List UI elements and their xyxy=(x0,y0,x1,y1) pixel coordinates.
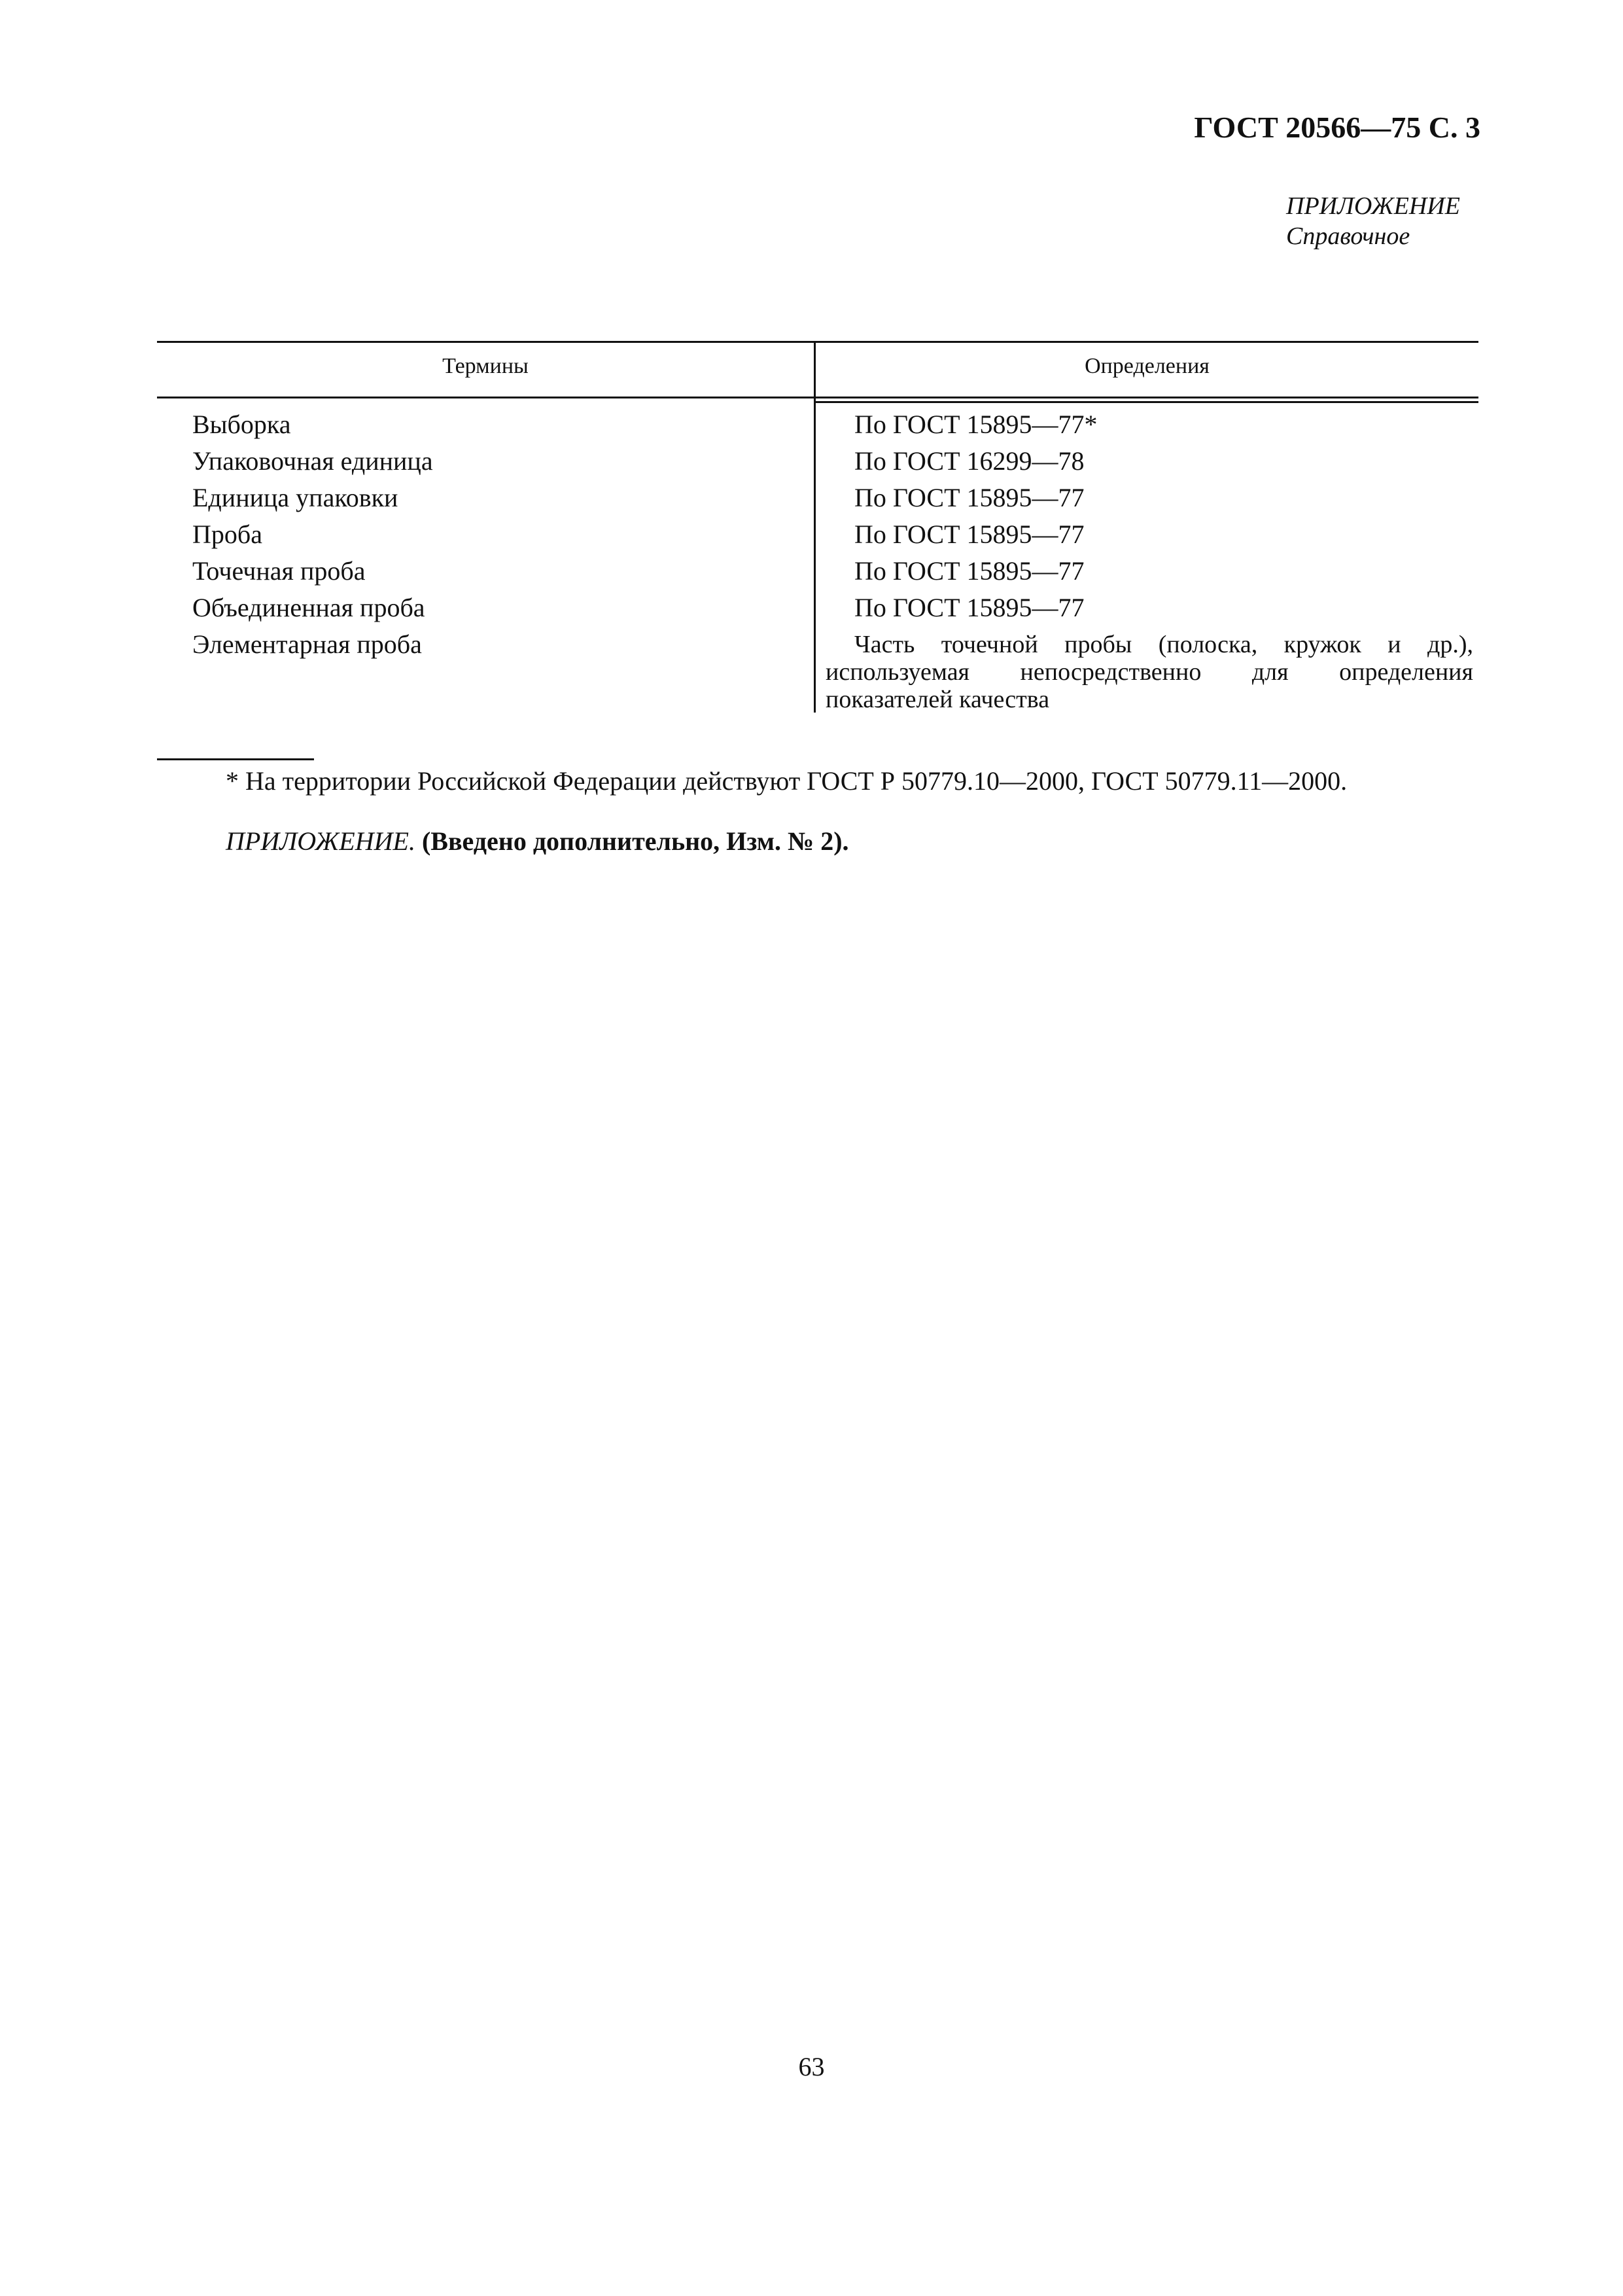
definition-cell: По ГОСТ 15895—77 xyxy=(854,520,1085,549)
table-row xyxy=(157,443,1478,480)
appendix-heading xyxy=(1286,191,1460,251)
definition-cell: По ГОСТ 15895—77* xyxy=(854,410,1098,439)
amendment-note-text: (Введено дополнительно, Изм. № 2). xyxy=(421,826,849,856)
table-row xyxy=(157,626,1478,713)
term-cell: Объединенная проба xyxy=(192,593,425,622)
table-body xyxy=(157,406,1478,713)
table-row xyxy=(157,406,1478,443)
column-header-terms: Термины xyxy=(442,354,529,378)
definition-cell: По ГОСТ 15895—77 xyxy=(854,556,1085,586)
term-cell: Единица упаковки xyxy=(192,483,398,512)
table-row xyxy=(157,590,1478,626)
column-header-definitions: Определения xyxy=(1085,354,1210,378)
term-cell: Элементарная проба xyxy=(192,629,422,659)
term-cell: Точечная проба xyxy=(192,556,366,586)
definition-cell: По ГОСТ 15895—77 xyxy=(854,483,1085,512)
footnote: * На территории Российской Федерации действуют ГОСТ Р 50779.10—2000, ГОСТ 50779.11—2000. xyxy=(226,766,1348,796)
term-cell: Выборка xyxy=(192,410,291,439)
table-header-rule xyxy=(157,397,1478,398)
table-row xyxy=(157,553,1478,590)
table-top-rule xyxy=(157,341,1478,343)
appendix-type: Справочное xyxy=(1286,222,1410,250)
table-row xyxy=(157,480,1478,516)
appendix-title: ПРИЛОЖЕНИЕ xyxy=(1286,192,1460,220)
footnote-rule xyxy=(157,758,314,760)
page-number: 63 xyxy=(798,2052,825,2081)
term-cell: Упаковочная единица xyxy=(192,446,433,476)
amendment-note-title: ПРИЛОЖЕНИЕ. xyxy=(226,826,415,856)
term-cell: Проба xyxy=(192,520,262,549)
document-code: ГОСТ 20566—75 С. 3 xyxy=(1194,111,1480,144)
definition-cell: По ГОСТ 15895—77 xyxy=(854,593,1085,622)
definition-cell: По ГОСТ 16299—78 xyxy=(854,446,1085,476)
table-header-rule-double xyxy=(814,401,1478,403)
table-row xyxy=(157,516,1478,553)
definition-cell: Часть точечной пробы (полоска, кружок и др.), используемая непосредственно для определения показателей качества xyxy=(826,631,1473,713)
amendment-note xyxy=(226,826,849,857)
